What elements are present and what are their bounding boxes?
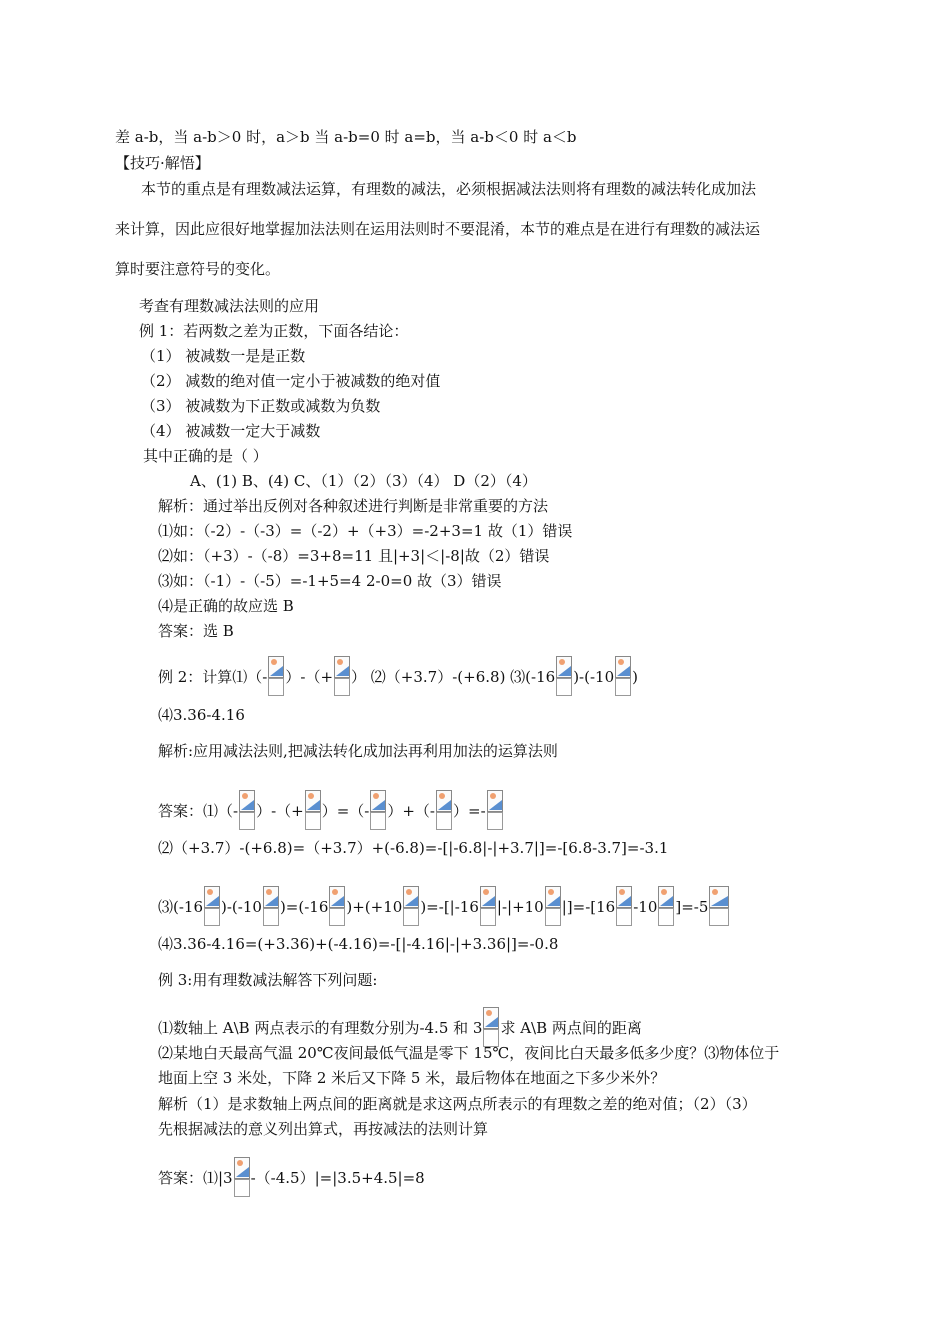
fraction-image-icon	[239, 790, 255, 830]
text-line-1: 差 a-b，当 a-b＞0 时，a＞b 当 a-b=0 时 a=b，当 a-b＜0 时 a＜b	[115, 128, 577, 146]
paragraph-line-1: 本节的重点是有理数减法运算，有理数的减法，必须根据减法法则将有理数的减法转化成加法	[141, 180, 757, 198]
option-2: （2） 减数的绝对值一定小于被减数的绝对值	[141, 372, 441, 390]
answer-2-part-3: ⑶(-16 )-(-10 )=(-16 )+(+10 )=-[|-16 |-|+10 |]=-[16 -10 ]=-5	[158, 886, 730, 926]
paragraph-line-2: 来计算，因此应很好地掌握加法法则在运用法则时不要混淆，本节的难点是在进行有理数的减法运	[115, 220, 761, 238]
answer-3-part-1: 答案：⑴|3 -（-4.5）|=|3.5+4.5|=8	[158, 1157, 425, 1197]
fraction-image-icon	[370, 790, 386, 830]
fraction-image-icon	[658, 886, 674, 926]
fraction-image-icon	[616, 886, 632, 926]
example-3-part-3: 地面上空 3 米处，下降 2 米后又下降 5 米，最后物体在地面之下多少米外？	[158, 1069, 666, 1087]
analysis-3-line-2: 先根据减法的意义列出算式，再按减法的法则计算	[158, 1120, 489, 1138]
which-correct: 其中正确的是（ ）	[143, 447, 268, 465]
fraction-image-icon	[329, 886, 345, 926]
option-1: （1） 被减数一是是正数	[141, 347, 306, 365]
answer-2-part-1: 答案：⑴（- ）-（+ ）=（- ）+（- ）=-	[158, 790, 504, 830]
answer-2-part-2: ⑵（+3.7）-(+6.8)=（+3.7）+(-6.8)=-[|-6.8|-|+3.7|]=-[6.8-3.7]=-3.1	[158, 839, 669, 857]
section-heading: 【技巧·解悟】	[115, 154, 210, 172]
example-2-part-4: ⑷3.36-4.16	[158, 706, 245, 724]
answer-1: 答案：选 B	[158, 622, 234, 640]
example-3-question: 例 3:用有理数减法解答下列问题:	[158, 971, 378, 989]
fraction-image-icon	[545, 886, 561, 926]
fraction-image-icon	[556, 656, 572, 696]
option-3: （3） 被减数为下正数或减数为负数	[141, 397, 381, 415]
paragraph-line-3: 算时要注意符号的变化。	[115, 260, 281, 278]
analysis-step-1: ⑴如：（-2）-（-3）=（-2）+（+3）=-2+3=1 故（1）错误	[158, 522, 573, 540]
fraction-image-icon	[263, 886, 279, 926]
fraction-image-icon	[204, 886, 220, 926]
analysis-1: 解析：通过举出反例对各种叙述进行判断是非常重要的方法	[158, 497, 549, 515]
answer-2-part-4: ⑷3.36-4.16=(+3.36)+(-4.16)=-[|-4.16|-|+3.36|]=-0.8	[158, 935, 559, 953]
choices: A、(1) B、(4) C、（1）（2）（3）（4） D（2）（4）	[190, 472, 537, 490]
fraction-image-icon	[305, 790, 321, 830]
fraction-image-icon	[436, 790, 452, 830]
analysis-step-2: ⑵如：（+3）-（-8）=3+8=11 且|+3|＜|-8|故（2）错误	[158, 547, 550, 565]
fraction-image-icon	[487, 790, 503, 830]
fraction-image-icon	[403, 886, 419, 926]
analysis-step-3: ⑶如：（-1）-（-5）=-1+5=4 2-0=0 故（3）错误	[158, 572, 502, 590]
analysis-step-4: ⑷是正确的故应选 B	[158, 597, 294, 615]
example-3-part-1: ⑴数轴上 A\B 两点表示的有理数分别为-4.5 和 3 求 A\B 两点间的距离	[158, 1007, 642, 1047]
example-2-question: 例 2：计算⑴（- ）-（+ ） ⑵（+3.7）-(+6.8) ⑶(-16 )-(-10 )	[158, 656, 638, 696]
example-3-part-2: ⑵某地白天最高气温 20℃夜间最低气温是零下 15℃，夜间比白天最多低多少度？⑶物体位于	[158, 1044, 780, 1062]
option-4: （4） 被减数一定大于减数	[141, 422, 321, 440]
fraction-image-icon	[483, 1007, 499, 1047]
fraction-image-icon	[615, 656, 631, 696]
fraction-image-icon	[234, 1157, 250, 1197]
example-1-question: 例 1：若两数之差为正数，下面各结论：	[139, 322, 409, 340]
analysis-2: 解析:应用减法法则,把减法转化成加法再利用加法的运算法则	[158, 742, 558, 760]
fraction-image-icon	[268, 656, 284, 696]
fraction-image-icon	[709, 886, 729, 926]
topic-title: 考查有理数减法法则的应用	[139, 297, 320, 315]
analysis-3-line-1: 解析（1）是求数轴上两点间的距离就是求这两点所表示的有理数之差的绝对值；（2）（3）	[158, 1095, 757, 1113]
fraction-image-icon	[480, 886, 496, 926]
fraction-image-icon	[334, 656, 350, 696]
